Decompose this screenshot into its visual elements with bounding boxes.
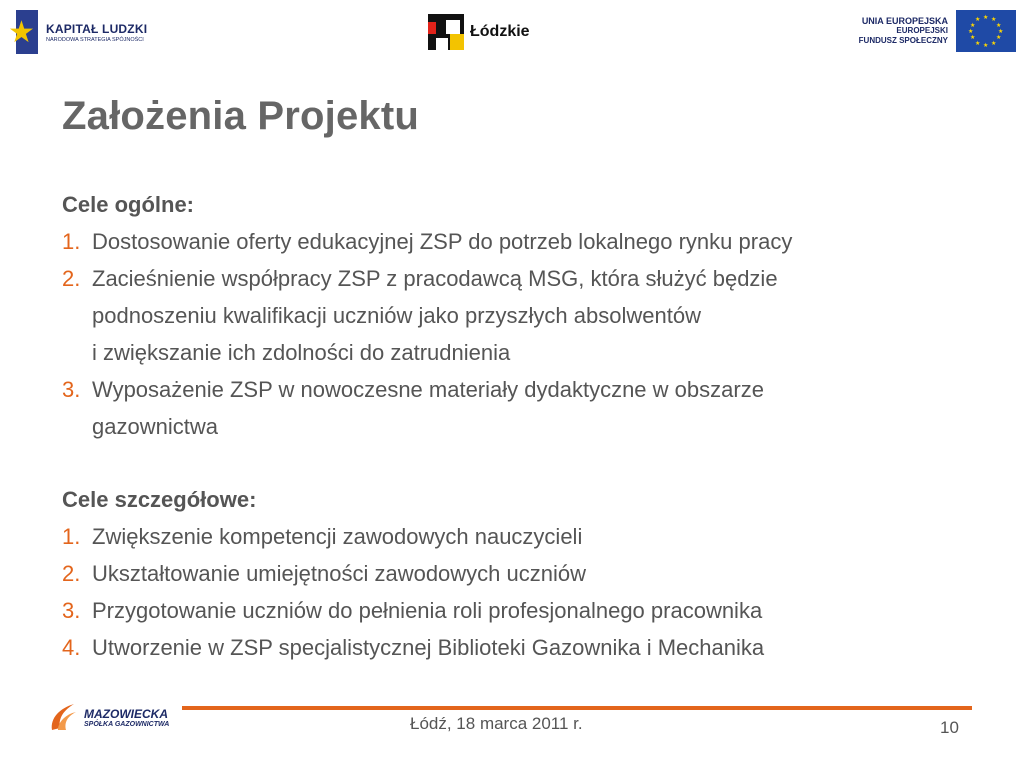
list-text: Zacieśnienie współpracy ZSP z pracodawcą MSG, która służyć będzie: [92, 266, 778, 291]
kapital-ludzki-subtitle: NARODOWA STRATEGIA SPÓJNOŚCI: [46, 36, 144, 43]
lodzkie-logo: [428, 12, 530, 52]
list-text: Ukształtowanie umiejętności zawodowych uczniów: [92, 561, 587, 586]
kapital-ludzki-title: KAPITAŁ LUDZKI: [46, 21, 148, 36]
list-text: Utworzenie w ZSP specjalistycznej Biblioteki Gazownika i Mechanika: [92, 635, 765, 660]
list-text: gazownictwa: [92, 414, 218, 439]
list-number: 3.: [62, 377, 81, 402]
mazowiecka-subtitle: SPÓŁKA GAZOWNICTWA: [84, 720, 170, 728]
lodzkie-logo-text: Łódzkie: [470, 23, 530, 40]
list-text: i zwiększanie ich zdolności do zatrudnienia: [92, 340, 511, 365]
list-text: Zwiększenie kompetencji zawodowych nauczycieli: [92, 524, 583, 549]
list-number: 1.: [62, 229, 81, 254]
list-item: [62, 629, 962, 666]
list-number: 1.: [62, 524, 81, 549]
specific-goals-heading: Cele szczegółowe:: [62, 487, 257, 512]
eu-line3: FUNDUSZ SPOŁECZNY: [858, 36, 948, 45]
kapital-ludzki-logo: [8, 8, 158, 56]
list-text: podnoszeniu kwalifikacji uczniów jako przyszłych absolwentów: [92, 303, 701, 328]
list-item: [62, 555, 962, 592]
eu-flag-icon: ★ ★ ★ ★ ★ ★ ★ ★ ★ ★ ★ ★: [956, 10, 1016, 52]
general-goals-section: [62, 186, 962, 445]
list-text: Przygotowanie uczniów do pełnienia roli profesjonalnego pracownika: [92, 598, 763, 623]
list-item: [62, 518, 962, 555]
list-item: [62, 371, 962, 445]
slide-title: Założenia Projektu: [62, 94, 420, 138]
general-goals-heading: Cele ogólne:: [62, 192, 195, 217]
page-number: 10: [940, 718, 959, 737]
list-item: [62, 592, 962, 629]
list-text: Dostosowanie oferty edukacyjnej ZSP do potrzeb lokalnego rynku pracy: [92, 229, 793, 254]
list-number: 4.: [62, 635, 81, 660]
footer-divider: [182, 706, 972, 710]
mazowiecka-logo: [46, 700, 169, 734]
kapital-ludzki-mark-icon: ★: [8, 10, 38, 54]
eu-logo: [859, 8, 1016, 54]
mazowiecka-flame-icon: [46, 700, 80, 734]
mazowiecka-title: MAZOWIECKA: [84, 706, 168, 721]
specific-goals-section: [62, 481, 962, 666]
list-item: [62, 260, 962, 371]
list-number: 3.: [62, 598, 81, 623]
list-item: [62, 223, 962, 260]
eu-line2: EUROPEJSKI: [896, 26, 948, 35]
footer-date: Łódź, 18 marca 2011 r.: [410, 714, 583, 733]
list-number: 2.: [62, 561, 81, 586]
eu-line1: UNIA EUROPEJSKA: [861, 16, 948, 26]
lodzkie-mark-icon: [428, 14, 464, 50]
list-text: Wyposażenie ZSP w nowoczesne materiały dydaktyczne w obszarze: [92, 377, 764, 402]
list-number: 2.: [62, 266, 81, 291]
